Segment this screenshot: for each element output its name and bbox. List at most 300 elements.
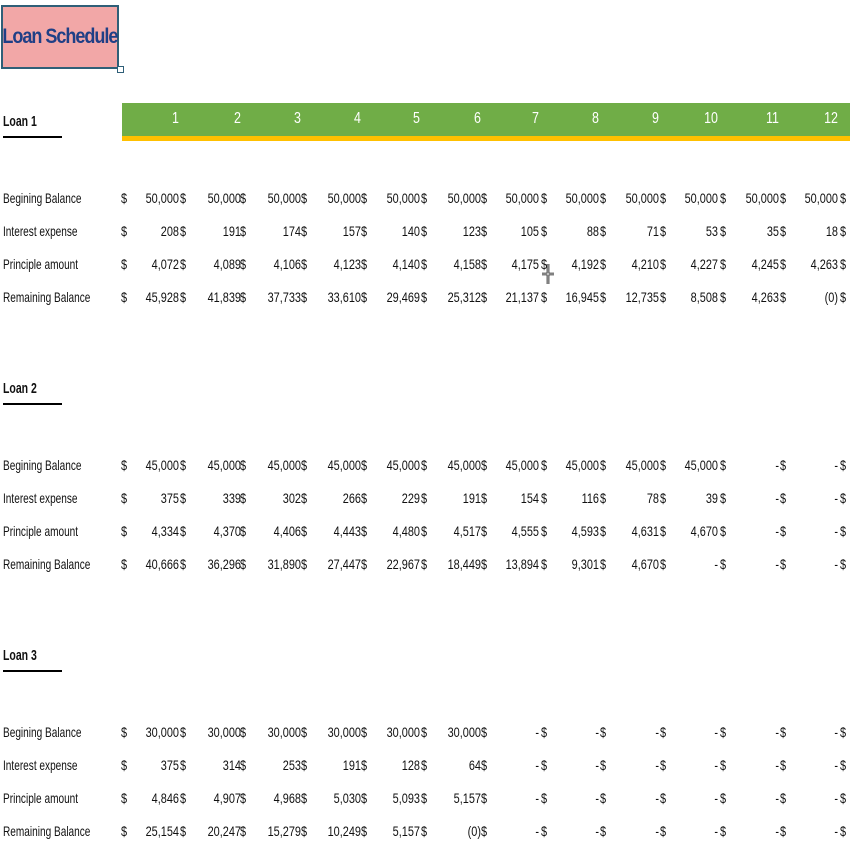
currency-symbol: $ (360, 457, 368, 473)
currency-symbol: $ (659, 256, 667, 272)
table-cell[interactable]: 4,593 (571, 523, 599, 539)
currency-symbol: $ (420, 289, 428, 305)
currency-symbol: $ (839, 256, 847, 272)
currency-symbol: $ (360, 223, 368, 239)
table-cell[interactable]: 78 (646, 490, 659, 506)
table-cell[interactable]: 116 (581, 490, 599, 506)
table-cell[interactable]: 191 (462, 490, 481, 506)
currency-symbol: $ (179, 190, 187, 206)
table-cell[interactable]: (0) (824, 289, 838, 305)
currency-symbol: $ (659, 289, 667, 305)
table-cell[interactable]: 4,555 (511, 523, 539, 539)
table-cell[interactable]: 45,000 (565, 457, 599, 473)
table-cell[interactable]: 266 (342, 490, 361, 506)
currency-symbol: $ (540, 256, 548, 272)
currency-symbol: $ (839, 790, 847, 806)
currency-symbol: $ (540, 556, 548, 572)
currency-symbol: $ (480, 757, 488, 773)
table-cell[interactable]: - (775, 823, 779, 839)
currency-symbol: $ (599, 289, 607, 305)
table-cell[interactable]: 4,263 (751, 289, 779, 305)
currency-symbol: $ (300, 457, 308, 473)
currency-symbol: $ (480, 457, 488, 473)
table-cell[interactable]: 5,157 (392, 823, 420, 839)
table-cell[interactable]: 154 (520, 490, 539, 506)
period-header-1[interactable]: 1 (172, 110, 179, 127)
table-cell[interactable]: 71 (646, 223, 659, 239)
currency-symbol: $ (599, 724, 607, 740)
currency-symbol: $ (659, 757, 667, 773)
table-cell[interactable]: 53 (705, 223, 718, 239)
table-cell[interactable]: 50,000 (565, 190, 599, 206)
table-cell[interactable]: - (655, 757, 659, 773)
table-cell[interactable]: - (535, 724, 539, 740)
table-cell[interactable]: - (714, 790, 718, 806)
table-cell[interactable]: 4,406 (273, 523, 301, 539)
period-header-10[interactable]: 10 (704, 110, 718, 127)
currency-symbol: $ (360, 190, 368, 206)
table-cell[interactable]: 140 (401, 223, 420, 239)
currency-symbol: $ (179, 790, 187, 806)
table-cell[interactable]: - (834, 490, 838, 506)
table-cell[interactable]: 50,000 (267, 190, 301, 206)
table-cell[interactable]: - (714, 823, 718, 839)
currency-symbol: $ (420, 790, 428, 806)
table-cell[interactable]: - (834, 724, 838, 740)
currency-symbol: $ (360, 790, 368, 806)
table-cell[interactable]: 4,192 (571, 256, 599, 272)
table-cell[interactable]: 45,000 (386, 457, 420, 473)
currency-symbol: $ (779, 724, 787, 740)
table-cell[interactable]: 50,000 (745, 190, 779, 206)
row-label[interactable]: Remaining Balance (3, 556, 91, 572)
currency-symbol: $ (839, 823, 847, 839)
table-cell[interactable]: 13,894 (505, 556, 539, 572)
table-cell[interactable]: 45,000 (145, 457, 179, 473)
row-label[interactable]: Begining Balance (3, 190, 82, 206)
currency-symbol: $ (239, 457, 247, 473)
currency-symbol: $ (599, 256, 607, 272)
currency-symbol: $ (360, 256, 368, 272)
currency-symbol: $ (659, 556, 667, 572)
table-cell[interactable]: 4,480 (392, 523, 420, 539)
table-cell[interactable]: 5,030 (333, 790, 361, 806)
table-cell[interactable]: 4,907 (213, 790, 241, 806)
loan-1-label[interactable]: Loan 1 (3, 113, 37, 130)
currency-symbol: $ (659, 457, 667, 473)
table-cell[interactable]: - (714, 724, 718, 740)
table-cell[interactable]: 30,000 (267, 724, 301, 740)
currency-symbol: $ (120, 790, 128, 806)
currency-symbol: $ (120, 757, 128, 773)
table-cell[interactable]: 4,089 (213, 256, 241, 272)
table-cell[interactable]: - (775, 790, 779, 806)
table-cell[interactable]: - (595, 790, 599, 806)
row-label[interactable]: Principle amount (3, 523, 79, 539)
currency-symbol: $ (420, 823, 428, 839)
table-cell[interactable]: 22,967 (386, 556, 420, 572)
table-cell[interactable]: - (655, 724, 659, 740)
title-cell[interactable] (1, 5, 119, 69)
table-cell[interactable]: 4,670 (690, 523, 718, 539)
row-label[interactable]: Begining Balance (3, 724, 82, 740)
currency-symbol: $ (540, 790, 548, 806)
table-cell[interactable]: 4,968 (273, 790, 301, 806)
table-cell[interactable]: - (655, 823, 659, 839)
table-cell[interactable]: 4,106 (273, 256, 301, 272)
currency-symbol: $ (599, 823, 607, 839)
currency-symbol: $ (540, 523, 548, 539)
table-cell[interactable]: 339 (222, 490, 241, 506)
currency-symbol: $ (239, 223, 247, 239)
currency-symbol: $ (719, 724, 727, 740)
table-cell[interactable]: 4,227 (690, 256, 718, 272)
currency-symbol: $ (839, 556, 847, 572)
table-cell[interactable]: 4,140 (392, 256, 420, 272)
table-cell[interactable]: - (595, 823, 599, 839)
row-label[interactable]: Principle amount (3, 790, 79, 806)
currency-symbol: $ (120, 190, 128, 206)
table-cell[interactable]: 191 (222, 223, 241, 239)
currency-symbol: $ (420, 724, 428, 740)
table-cell[interactable]: 191 (342, 757, 361, 773)
table-cell[interactable]: 25,154 (145, 823, 179, 839)
table-cell[interactable]: (0) (467, 823, 481, 839)
currency-symbol: $ (300, 724, 308, 740)
table-cell[interactable]: - (834, 757, 838, 773)
table-cell[interactable]: - (535, 757, 539, 773)
table-cell[interactable]: 10,249 (327, 823, 361, 839)
currency-symbol: $ (540, 724, 548, 740)
table-cell[interactable]: 88 (586, 223, 599, 239)
period-header-6[interactable]: 6 (474, 110, 481, 127)
period-header-8[interactable]: 8 (592, 110, 599, 127)
loan-3-label[interactable]: Loan 3 (3, 647, 37, 664)
table-cell[interactable]: 50,000 (327, 190, 361, 206)
currency-symbol: $ (480, 256, 488, 272)
currency-symbol: $ (360, 490, 368, 506)
table-cell[interactable]: 12,735 (625, 289, 659, 305)
currency-symbol: $ (839, 490, 847, 506)
table-cell[interactable]: 4,334 (151, 523, 179, 539)
currency-symbol: $ (779, 289, 787, 305)
table-cell[interactable]: - (714, 757, 718, 773)
currency-symbol: $ (779, 523, 787, 539)
currency-symbol: $ (420, 223, 428, 239)
currency-symbol: $ (540, 289, 548, 305)
table-cell[interactable]: 20,247 (207, 823, 241, 839)
table-cell[interactable]: - (775, 757, 779, 773)
currency-symbol: $ (300, 490, 308, 506)
currency-symbol: $ (480, 823, 488, 839)
currency-symbol: $ (239, 757, 247, 773)
table-cell[interactable]: 157 (342, 223, 361, 239)
table-cell[interactable]: 30,000 (145, 724, 179, 740)
period-header-12[interactable]: 12 (824, 110, 838, 127)
table-cell[interactable]: 64 (468, 757, 481, 773)
currency-symbol: $ (719, 790, 727, 806)
period-header-2[interactable]: 2 (234, 110, 241, 127)
currency-symbol: $ (120, 490, 128, 506)
currency-symbol: $ (179, 490, 187, 506)
currency-symbol: $ (480, 556, 488, 572)
table-cell[interactable]: 375 (160, 490, 179, 506)
table-cell[interactable]: 35 (766, 223, 779, 239)
currency-symbol: $ (420, 256, 428, 272)
currency-symbol: $ (719, 457, 727, 473)
period-header-9[interactable]: 9 (652, 110, 659, 127)
currency-symbol: $ (360, 523, 368, 539)
currency-symbol: $ (719, 556, 727, 572)
currency-symbol: $ (599, 490, 607, 506)
row-label[interactable]: Remaining Balance (3, 289, 91, 305)
loan-2-label[interactable]: Loan 2 (3, 380, 37, 397)
table-cell[interactable]: 314 (222, 757, 241, 773)
currency-symbol: $ (300, 823, 308, 839)
currency-symbol: $ (779, 457, 787, 473)
currency-symbol: $ (480, 289, 488, 305)
table-cell[interactable]: 208 (160, 223, 179, 239)
currency-symbol: $ (360, 724, 368, 740)
table-cell[interactable]: 39 (705, 490, 718, 506)
currency-symbol: $ (540, 757, 548, 773)
fill-handle[interactable] (117, 66, 124, 73)
currency-symbol: $ (659, 790, 667, 806)
currency-symbol: $ (540, 190, 548, 206)
table-cell[interactable]: 45,928 (145, 289, 179, 305)
table-cell[interactable]: 50,000 (386, 190, 420, 206)
currency-symbol: $ (239, 289, 247, 305)
currency-symbol: $ (779, 490, 787, 506)
currency-symbol: $ (839, 289, 847, 305)
table-cell[interactable]: 375 (160, 757, 179, 773)
currency-symbol: $ (239, 790, 247, 806)
currency-symbol: $ (839, 724, 847, 740)
table-cell[interactable]: 30,000 (386, 724, 420, 740)
table-cell[interactable]: - (834, 823, 838, 839)
currency-symbol: $ (599, 457, 607, 473)
table-cell[interactable]: 30,000 (327, 724, 361, 740)
table-cell[interactable]: 18 (825, 223, 838, 239)
currency-symbol: $ (120, 523, 128, 539)
table-cell[interactable]: - (714, 556, 718, 572)
currency-symbol: $ (239, 823, 247, 839)
table-cell[interactable]: - (775, 457, 779, 473)
currency-symbol: $ (839, 457, 847, 473)
currency-symbol: $ (300, 556, 308, 572)
currency-symbol: $ (659, 223, 667, 239)
currency-symbol: $ (719, 190, 727, 206)
currency-symbol: $ (659, 724, 667, 740)
table-cell[interactable]: - (655, 790, 659, 806)
currency-symbol: $ (239, 523, 247, 539)
table-cell[interactable]: 16,945 (565, 289, 599, 305)
table-cell[interactable]: 45,000 (207, 457, 241, 473)
currency-symbol: $ (779, 190, 787, 206)
table-cell[interactable]: 50,000 (684, 190, 718, 206)
table-cell[interactable]: - (834, 790, 838, 806)
currency-symbol: $ (300, 523, 308, 539)
table-cell[interactable]: 123 (462, 223, 481, 239)
table-cell[interactable]: 33,610 (327, 289, 361, 305)
row-label[interactable]: Interest expense (3, 490, 78, 506)
currency-symbol: $ (179, 457, 187, 473)
table-cell[interactable]: - (595, 757, 599, 773)
currency-symbol: $ (360, 823, 368, 839)
table-cell[interactable]: 253 (282, 757, 301, 773)
table-cell[interactable]: 4,072 (151, 256, 179, 272)
table-cell[interactable]: 4,370 (213, 523, 241, 539)
table-cell[interactable]: 40,666 (145, 556, 179, 572)
table-cell[interactable]: 21,137 (505, 289, 539, 305)
table-cell[interactable]: 27,447 (327, 556, 361, 572)
currency-symbol: $ (719, 823, 727, 839)
currency-symbol: $ (420, 457, 428, 473)
table-cell[interactable]: 302 (282, 490, 301, 506)
table-cell[interactable]: 50,000 (625, 190, 659, 206)
table-cell[interactable]: 105 (520, 223, 539, 239)
currency-symbol: $ (360, 556, 368, 572)
table-cell[interactable]: 25,312 (447, 289, 481, 305)
currency-symbol: $ (120, 556, 128, 572)
table-cell[interactable]: 9,301 (571, 556, 599, 572)
table-cell[interactable]: 4,443 (333, 523, 361, 539)
currency-symbol: $ (599, 556, 607, 572)
table-cell[interactable]: 18,449 (447, 556, 481, 572)
table-cell[interactable]: 8,508 (690, 289, 718, 305)
period-header-3[interactable]: 3 (294, 110, 301, 127)
currency-symbol: $ (179, 823, 187, 839)
page-title: Loan Schedule (2, 25, 118, 48)
currency-symbol: $ (719, 223, 727, 239)
currency-symbol: $ (179, 523, 187, 539)
table-cell[interactable]: 4,846 (151, 790, 179, 806)
period-header-5[interactable]: 5 (413, 110, 420, 127)
table-cell[interactable]: 4,175 (511, 256, 539, 272)
table-cell[interactable]: - (834, 556, 838, 572)
table-cell[interactable]: 37,733 (267, 289, 301, 305)
table-cell[interactable]: - (775, 556, 779, 572)
table-cell[interactable]: - (595, 724, 599, 740)
currency-symbol: $ (300, 757, 308, 773)
currency-symbol: $ (420, 523, 428, 539)
currency-symbol: $ (719, 757, 727, 773)
currency-symbol: $ (179, 757, 187, 773)
row-label[interactable]: Remaining Balance (3, 823, 91, 839)
table-cell[interactable]: 50,000 (804, 190, 838, 206)
currency-symbol: $ (480, 523, 488, 539)
period-header-4[interactable]: 4 (354, 110, 361, 127)
table-cell[interactable]: 45,000 (505, 457, 539, 473)
currency-symbol: $ (480, 190, 488, 206)
table-cell[interactable]: 4,517 (453, 523, 481, 539)
table-cell[interactable]: 4,123 (333, 256, 361, 272)
row-label[interactable]: Begining Balance (3, 457, 82, 473)
loan-2-underline (3, 403, 62, 405)
row-label[interactable]: Interest expense (3, 223, 78, 239)
table-cell[interactable]: 45,000 (684, 457, 718, 473)
table-cell[interactable]: 31,890 (267, 556, 301, 572)
row-label[interactable]: Principle amount (3, 256, 79, 272)
currency-symbol: $ (779, 790, 787, 806)
table-cell[interactable]: 45,000 (625, 457, 659, 473)
currency-symbol: $ (179, 556, 187, 572)
table-cell[interactable]: - (834, 457, 838, 473)
table-cell[interactable]: - (775, 724, 779, 740)
currency-symbol: $ (239, 490, 247, 506)
table-cell[interactable]: 128 (401, 757, 420, 773)
row-label[interactable]: Interest expense (3, 757, 78, 773)
table-cell[interactable]: 50,000 (207, 190, 241, 206)
table-cell[interactable]: 45,000 (327, 457, 361, 473)
table-cell[interactable]: - (775, 523, 779, 539)
table-cell[interactable]: 50,000 (145, 190, 179, 206)
table-cell[interactable]: 5,093 (392, 790, 420, 806)
table-cell[interactable]: 4,670 (631, 556, 659, 572)
currency-symbol: $ (300, 256, 308, 272)
table-cell[interactable]: 4,245 (751, 256, 779, 272)
table-cell[interactable]: 30,000 (447, 724, 481, 740)
table-cell[interactable]: 41,839 (207, 289, 241, 305)
currency-symbol: $ (120, 289, 128, 305)
currency-symbol: $ (239, 256, 247, 272)
currency-symbol: $ (779, 256, 787, 272)
currency-symbol: $ (779, 223, 787, 239)
currency-symbol: $ (599, 790, 607, 806)
table-cell[interactable]: 229 (401, 490, 420, 506)
currency-symbol: $ (779, 823, 787, 839)
table-cell[interactable]: 4,210 (631, 256, 659, 272)
table-cell[interactable]: - (834, 523, 838, 539)
period-header-11[interactable]: 11 (766, 110, 779, 127)
table-cell[interactable]: 5,157 (453, 790, 481, 806)
currency-symbol: $ (719, 490, 727, 506)
table-cell[interactable]: 174 (282, 223, 301, 239)
table-cell[interactable]: - (535, 790, 539, 806)
table-cell[interactable]: 30,000 (207, 724, 241, 740)
currency-symbol: $ (599, 757, 607, 773)
currency-symbol: $ (659, 823, 667, 839)
currency-symbol: $ (239, 724, 247, 740)
currency-symbol: $ (480, 790, 488, 806)
table-cell[interactable]: - (775, 490, 779, 506)
table-cell[interactable]: - (535, 823, 539, 839)
currency-symbol: $ (420, 490, 428, 506)
table-cell[interactable]: 29,469 (386, 289, 420, 305)
table-cell[interactable]: 15,279 (267, 823, 301, 839)
currency-symbol: $ (179, 223, 187, 239)
table-cell[interactable]: 50,000 (505, 190, 539, 206)
table-cell[interactable]: 50,000 (447, 190, 481, 206)
period-header-7[interactable]: 7 (532, 110, 539, 127)
currency-symbol: $ (719, 289, 727, 305)
currency-symbol: $ (599, 523, 607, 539)
table-cell[interactable]: 36,296 (207, 556, 241, 572)
table-cell[interactable]: 4,263 (810, 256, 838, 272)
currency-symbol: $ (120, 457, 128, 473)
currency-symbol: $ (779, 757, 787, 773)
currency-symbol: $ (239, 190, 247, 206)
currency-symbol: $ (239, 556, 247, 572)
table-cell[interactable]: 4,631 (631, 523, 659, 539)
table-cell[interactable]: 45,000 (447, 457, 481, 473)
currency-symbol: $ (839, 190, 847, 206)
currency-symbol: $ (599, 190, 607, 206)
currency-symbol: $ (360, 757, 368, 773)
currency-symbol: $ (120, 223, 128, 239)
table-cell[interactable]: 4,158 (453, 256, 481, 272)
table-cell[interactable]: 45,000 (267, 457, 301, 473)
